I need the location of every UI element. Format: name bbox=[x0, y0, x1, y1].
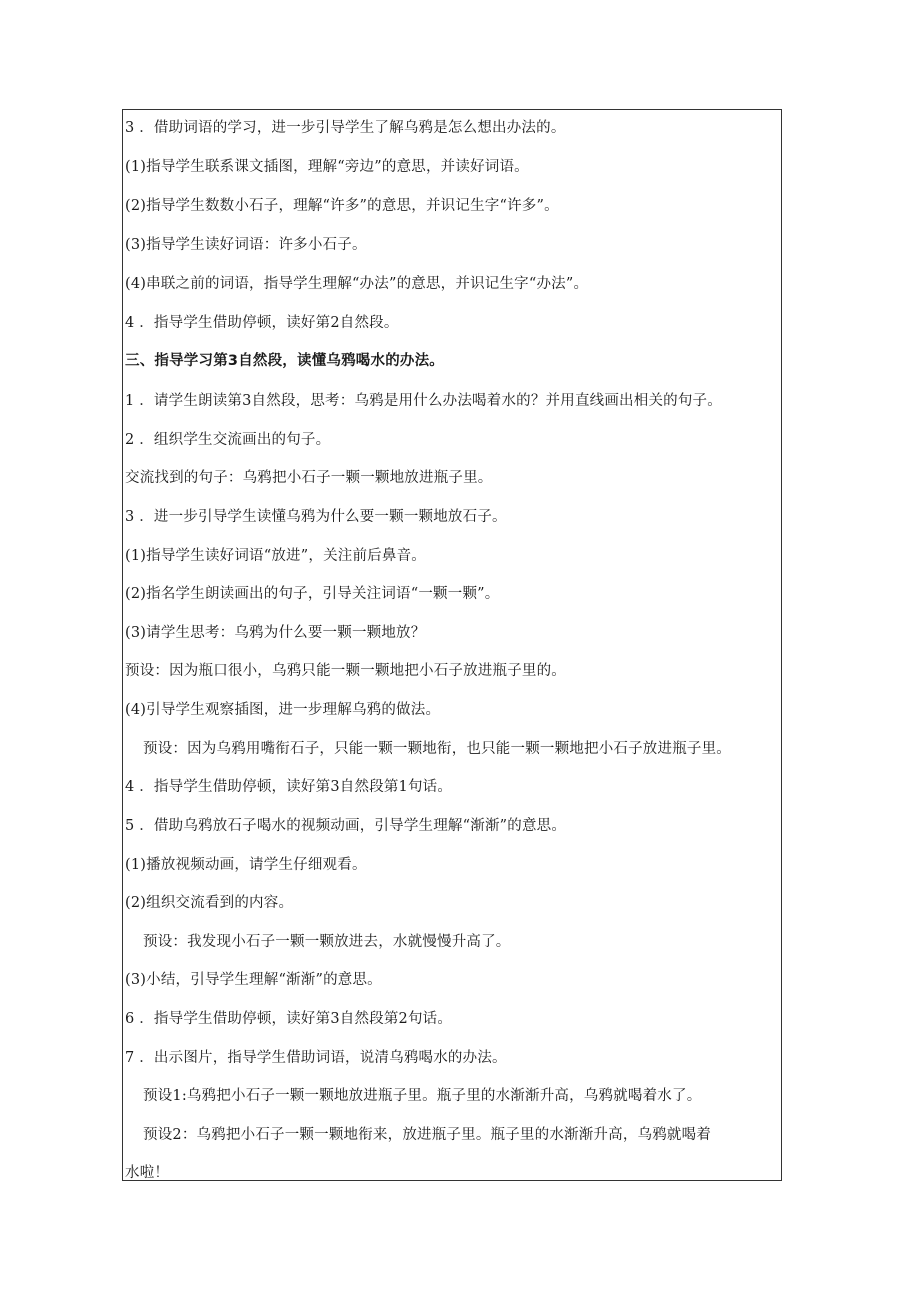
text-line: (1)指导学生读好词语“放进”，关注前后鼻音。 bbox=[125, 548, 426, 564]
section-heading: 三、指导学习第3自然段，读懂乌鸦喝水的办法。 bbox=[125, 353, 444, 369]
text-line: (1)指导学生联系课文插图，理解“旁边”的意思，并读好词语。 bbox=[125, 159, 529, 175]
text-line: 水啦！ bbox=[125, 1165, 170, 1181]
text-line: 4 ．指导学生借助停顿，读好第3自然段第1句话。 bbox=[125, 779, 453, 795]
text-line: 6 ．指导学生借助停顿，读好第3自然段第2句话。 bbox=[125, 1011, 453, 1027]
text-line: 交流找到的句子：乌鸦把小石子一颗一颗地放进瓶子里。 bbox=[125, 470, 493, 486]
text-line: 3 ．进一步引导学生读懂乌鸦为什么要一颗一颗地放石子。 bbox=[125, 509, 507, 525]
text-line: (1)播放视频动画，请学生仔细观看。 bbox=[125, 857, 367, 873]
text-line: (2)组织交流看到的内容。 bbox=[125, 895, 294, 911]
text-line: (3)指导学生读好词语：许多小石子。 bbox=[125, 237, 367, 253]
text-line: 5 ．借助乌鸦放石子喝水的视频动画，引导学生理解“渐渐”的意思。 bbox=[125, 818, 567, 834]
text-line: 1 ．请学生朗读第3自然段，思考：乌鸦是用什么办法喝着水的？并用直线画出相关的句子。 bbox=[125, 393, 722, 409]
text-line: 预设2：乌鸦把小石子一颗一颗地衔来，放进瓶子里。瓶子里的水渐渐升高，乌鸦就喝着 bbox=[143, 1127, 712, 1143]
text-line: 3 ．借助词语的学习，进一步引导学生了解乌鸦是怎么想出办法的。 bbox=[125, 120, 566, 136]
text-line: (4)引导学生观察插图，进一步理解乌鸦的做法。 bbox=[125, 702, 441, 718]
text-line: 7 ．出示图片，指导学生借助词语，说清乌鸦喝水的办法。 bbox=[125, 1050, 507, 1066]
text-line: 预设：我发现小石子一颗一颗放进去，水就慢慢升高了。 bbox=[143, 934, 511, 950]
text-line: 4 ．指导学生借助停顿，读好第2自然段。 bbox=[125, 315, 399, 331]
text-line: (4)串联之前的词语，指导学生理解“办法”的意思，并识记生字“办法”。 bbox=[125, 276, 589, 292]
text-line: (2)指导学生数数小石子，理解“许多”的意思，并识记生字“许多”。 bbox=[125, 198, 559, 214]
text-line: 预设1:乌鸦把小石子一颗一颗地放进瓶子里。瓶子里的水渐渐升高，乌鸦就喝着水了。 bbox=[143, 1088, 702, 1104]
text-line: (3)小结，引导学生理解“渐渐”的意思。 bbox=[125, 972, 382, 988]
text-line: 2 ．组织学生交流画出的句子。 bbox=[125, 432, 331, 448]
text-line: (2)指名学生朗读画出的句子，引导关注词语“一颗一颗”。 bbox=[125, 586, 500, 602]
text-line: 预设：因为瓶口很小，乌鸦只能一颗一颗地把小石子放进瓶子里的。 bbox=[125, 663, 566, 679]
text-line: 预设：因为乌鸦用嘴衔石子，只能一颗一颗地衔，也只能一颗一颗地把小石子放进瓶子里。 bbox=[143, 741, 731, 757]
text-line: (3)请学生思考：乌鸦为什么要一颗一颗地放？ bbox=[125, 625, 426, 641]
